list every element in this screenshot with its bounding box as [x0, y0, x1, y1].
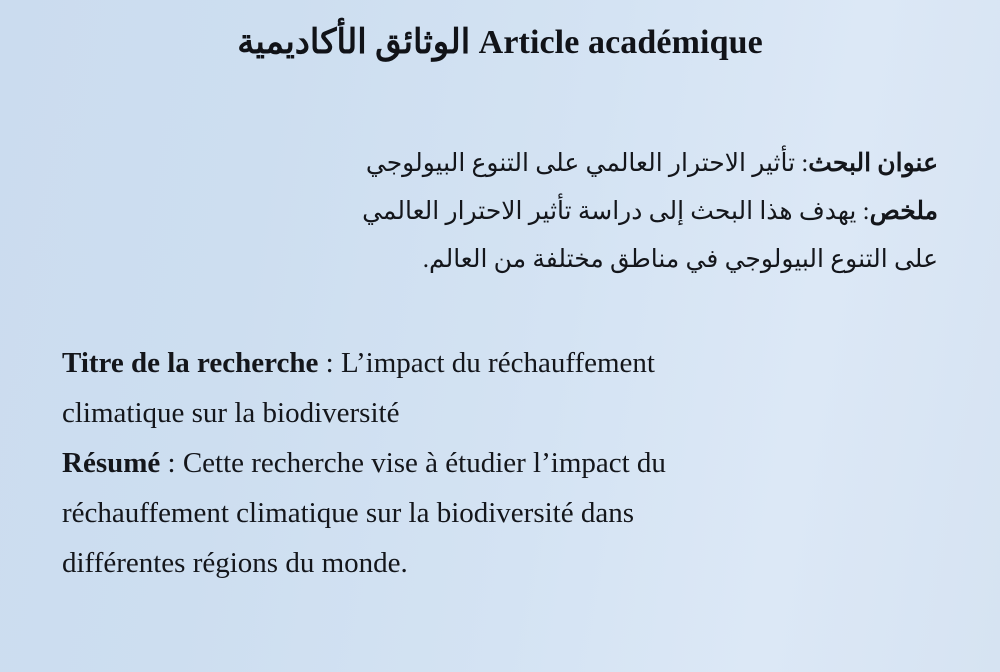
- french-abstract-line-3: [62, 538, 942, 588]
- arabic-research-title-label: عنوان البحث: [808, 150, 938, 177]
- french-research-title-line-2: [62, 388, 942, 438]
- arabic-abstract-line-1: [60, 188, 938, 236]
- french-abstract-label: Résumé: [62, 447, 161, 479]
- french-abstract-paragraph: [62, 438, 942, 588]
- arabic-section: [60, 140, 938, 284]
- french-abstract-line-2: [62, 488, 942, 538]
- french-abstract-line-1: [62, 438, 942, 488]
- french-abstract-separator: :: [160, 447, 183, 479]
- arabic-abstract-text-2: على التنوع البيولوجي في مناطق مختلفة من العالم.: [422, 246, 938, 273]
- french-research-title-value-2: climatique sur la biodiversité: [62, 397, 400, 429]
- french-research-title-value-1: L’impact du réchauffement: [340, 347, 655, 379]
- arabic-research-title-line: [60, 140, 938, 188]
- arabic-abstract-separator: :: [862, 198, 870, 225]
- french-section: [62, 338, 942, 588]
- arabic-abstract-line-2: [60, 236, 938, 284]
- arabic-abstract-text-1: يهدف هذا البحث إلى دراسة تأثير الاحترار العالمي: [362, 198, 863, 225]
- french-title-separator: :: [318, 347, 341, 379]
- french-abstract-text-3: différentes régions du monde.: [62, 547, 408, 579]
- page-title: الوثائق الأكاديمية Article académique: [237, 24, 763, 61]
- arabic-title-separator: :: [801, 150, 809, 177]
- french-research-title-paragraph: [62, 338, 942, 438]
- french-research-title-label: Titre de la recherche: [62, 347, 319, 379]
- french-research-title-line-1: [62, 338, 942, 388]
- french-abstract-text-1: Cette recherche vise à étudier l’impact du: [182, 447, 666, 479]
- arabic-abstract-label: ملخص: [869, 198, 938, 225]
- arabic-research-title-value: تأثير الاحترار العالمي على التنوع البيولوجي: [365, 150, 802, 177]
- french-abstract-text-2: réchauffement climatique sur la biodiversité dans: [62, 497, 635, 529]
